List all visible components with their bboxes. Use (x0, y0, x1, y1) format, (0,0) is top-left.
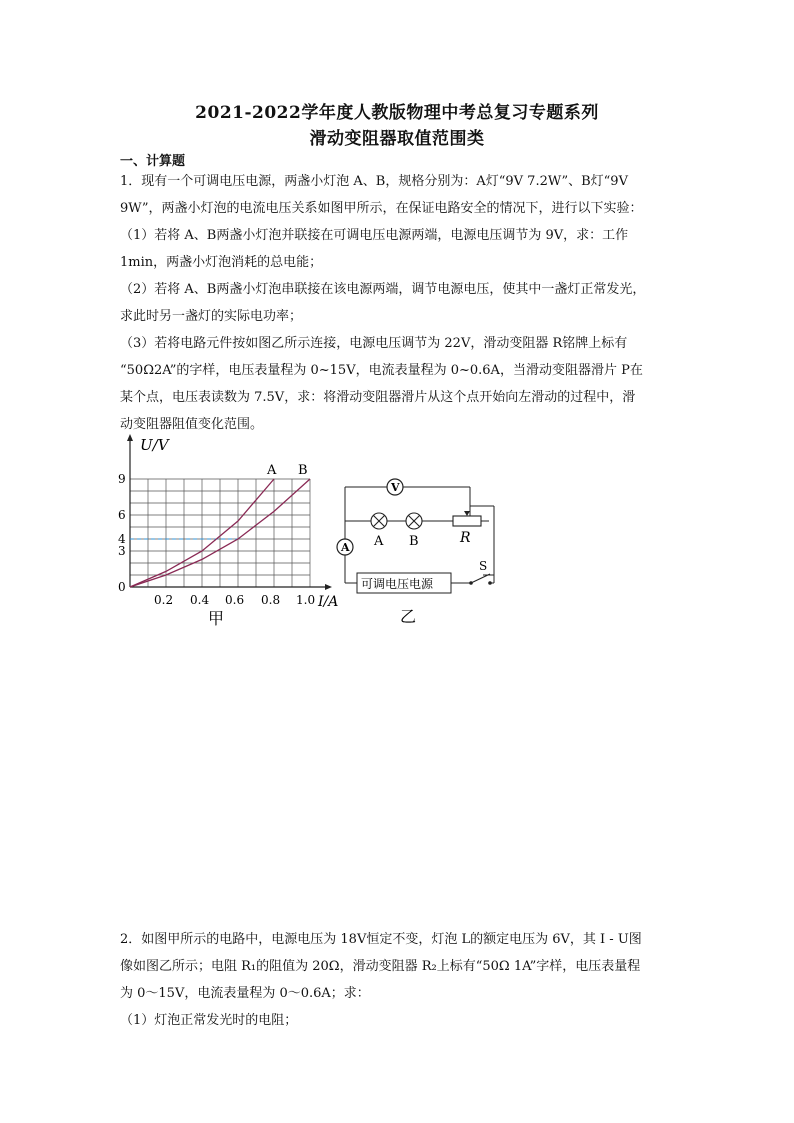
y-tick-label: 0 (118, 580, 126, 594)
q1-line: 动变阻器阻值变化范围。 (120, 417, 264, 432)
q1-line: 求此时另一盏灯的实际电功率； (120, 309, 303, 324)
graph-caption: 甲 (208, 609, 225, 628)
doc-subtitle: 滑动变阻器取值范围类 (309, 129, 485, 149)
q1-line: 1．现有一个可调电压电源，两盏小灯泡 A、B，规格分别为：A灯“9V 7.2W”、B灯“9V (120, 174, 628, 189)
switch-terminal (488, 581, 492, 585)
doc-title: 2021-2022学年度人教版物理中考总复习专题系列 (195, 103, 599, 123)
y-axis-label: U/V (140, 436, 169, 454)
power-source-label: 可调电压电源 (361, 577, 434, 591)
q1-line: （3）若将电路元件按如图乙所示连接，电源电压调节为 22V，滑动变阻器 R铭牌上标有 (120, 336, 628, 351)
q1-line: 1min，两盏小灯泡消耗的总电能； (120, 255, 323, 270)
circuit-diagram (330, 470, 510, 630)
x-axis-label: I/A (318, 594, 339, 610)
y-tick-label: 4 (118, 532, 126, 546)
y-tick-label: 3 (118, 544, 126, 558)
voltmeter-icon (387, 479, 403, 495)
q2-line: 像如图乙所示；电阻 R₁的阻值为 20Ω，滑动变阻器 R₂上标有“50Ω 1A”字样，电压表量程 (120, 959, 641, 974)
iu-graph (110, 432, 350, 632)
rheostat-label: R (460, 530, 471, 546)
curve-a-label: A (267, 463, 277, 478)
y-tick-label: 6 (118, 508, 126, 522)
y-axis-arrow-icon (127, 434, 133, 441)
q1-line: （2）若将 A、B两盏小灯泡串联接在该电源两端，调节电源电压，使其中一盏灯正常发光， (120, 282, 646, 297)
x-tick-label: 1.0 (296, 593, 316, 607)
q2-line: （1）灯泡正常发光时的电阻； (120, 1013, 298, 1028)
q1-line: “50Ω2A”的字样，电压表量程为 0~15V，电流表量程为 0~0.6A，当滑动变阻器滑片 P在 (120, 363, 643, 378)
lamp-a-label: A (374, 534, 384, 549)
ammeter-icon (337, 539, 353, 555)
lamp-b-icon (406, 513, 422, 529)
x-tick-label: 0.6 (225, 593, 245, 607)
rheostat-icon (453, 511, 481, 526)
q2-line: 为 0～15V，电流表量程为 0～0.6A；求： (120, 986, 370, 1001)
switch-terminal (469, 581, 473, 585)
graph-grid (130, 479, 310, 587)
q1-line: （1）若将 A、B两盏小灯泡并联接在可调电压电源两端，电源电压调节为 9V，求：工作 (120, 228, 629, 243)
curve-b-label: B (298, 463, 308, 478)
q1-line: 9W”，两盏小灯泡的电流电压关系如图甲所示，在保证电路安全的情况下，进行以下实验： (120, 201, 643, 216)
lamp-b-label: B (409, 534, 419, 549)
section-heading: 一、计算题 (120, 154, 186, 169)
x-tick-label: 0.8 (261, 593, 281, 607)
q2-line: 2．如图甲所示的电路中，电源电压为 18V恒定不变，灯泡 L的额定电压为 6V，其 I - U图 (120, 932, 642, 947)
q1-line: 某个点，电压表读数为 7.5V，求：将滑动变阻器滑片从这个点开始向左滑动的过程中，滑 (120, 390, 636, 405)
slider-arrow-icon (464, 511, 470, 516)
y-tick-label: 9 (118, 472, 126, 486)
lamp-a-icon (371, 513, 387, 529)
x-tick-label: 0.4 (190, 593, 210, 607)
x-tick-label: 0.2 (154, 593, 174, 607)
voltmeter-label: V (391, 481, 400, 494)
switch-label: S (479, 559, 488, 573)
circuit-caption: 乙 (400, 607, 417, 626)
ammeter-label: A (341, 541, 350, 554)
